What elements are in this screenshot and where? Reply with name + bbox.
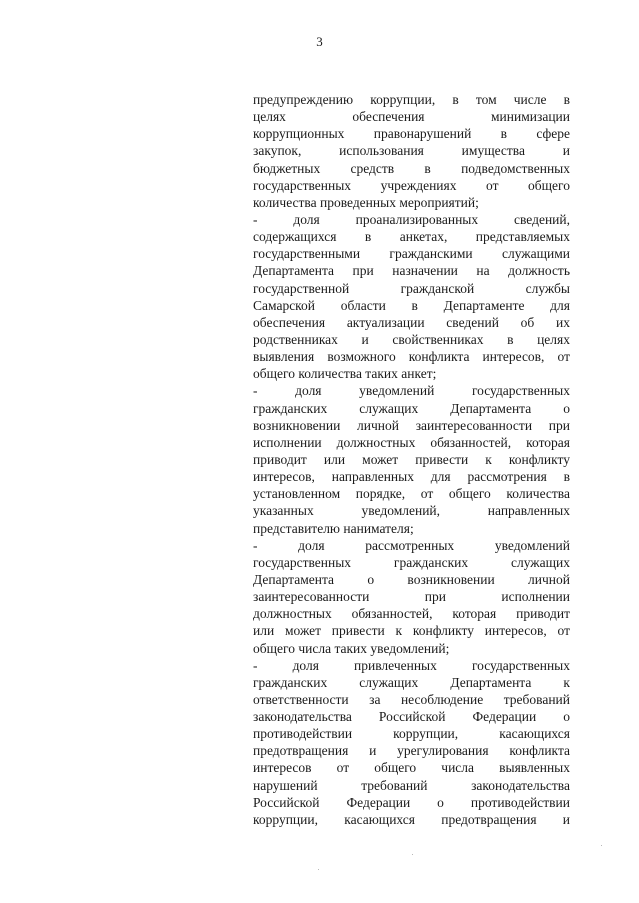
text-line: - доля проанализированных сведений, [253, 211, 570, 227]
text-line: общего количества таких анкет; [253, 366, 437, 382]
scan-speck [318, 869, 319, 870]
text-line: государственными гражданскими служащими [253, 246, 570, 262]
text-line: законодательства Российской Федерации о [253, 709, 570, 725]
text-line: обеспечения актуализации сведений об их [253, 314, 570, 330]
text-line: противодействии коррупции, касающихся [253, 726, 570, 742]
text-line: бюджетных средств в подведомственных [253, 160, 570, 176]
text-line: интересов, направленных для рассмотрения в [253, 469, 570, 485]
text-line: предотвращения и урегулирования конфликта [253, 743, 570, 759]
text-line: содержащихся в анкетах, представляемых [253, 229, 570, 245]
text-line: родственниках и свойственниках в целях [253, 331, 570, 347]
text-line: заинтересованности при исполнении [253, 589, 570, 605]
text-line: предупреждению коррупции, в том числе в [253, 92, 570, 107]
text-line: установленном порядке, от общего количества [253, 486, 570, 502]
text-line: ответственности за несоблюдение требований [253, 691, 570, 707]
text-line: целях обеспечения минимизации [253, 109, 570, 125]
text-line: или может привести к конфликту интересов, от [253, 623, 570, 639]
text-line: Российской Федерации о противодействии [253, 794, 570, 810]
text-line: закупок, использования имущества и [253, 143, 570, 159]
text-line: государственных гражданских служащих [253, 554, 570, 570]
text-line: указанных уведомлений, направленных [253, 503, 570, 519]
text-line: Самарской области в Департаменте для [253, 297, 570, 313]
text-line: - доля уведомлений государственных [253, 383, 570, 399]
text-line: интересов от общего числа выявленных [253, 760, 570, 776]
text-line: - доля рассмотренных уведомлений [253, 537, 570, 553]
text-line: Департамента о возникновении личной [253, 571, 570, 587]
text-line: количества проведенных мероприятий; [253, 194, 479, 210]
scan-speck [601, 845, 602, 846]
text-line: коррупции, касающихся предотвращения и [253, 811, 570, 827]
text-line: государственных учреждениях от общего [253, 177, 570, 193]
text-line: коррупционных правонарушений в сфере [253, 126, 570, 142]
text-line: исполнении должностных обязанностей, которая [253, 434, 570, 450]
page-number: 3 [316, 34, 323, 49]
text-line: представителю нанимателя; [253, 520, 414, 536]
text-line: Департамента при назначении на должность [253, 263, 570, 279]
text-line: возникновении личной заинтересованности при [253, 417, 570, 433]
text-line: - доля привлеченных государственных [253, 657, 570, 673]
text-line: должностных обязанностей, которая приводит [253, 606, 570, 622]
text-line: нарушений требований законодательства [253, 777, 570, 793]
text-line: гражданских служащих Департамента к [253, 674, 570, 690]
text-line: приводит или может привести к конфликту [253, 451, 570, 467]
text-line: гражданских служащих Департамента о [253, 400, 570, 416]
scan-speck [412, 854, 413, 855]
text-line: выявления возможного конфликта интересов, от [253, 349, 570, 365]
body-text [253, 91, 570, 828]
text-line: государственной гражданской службы [253, 280, 570, 296]
text-line: общего числа таких уведомлений; [253, 640, 450, 656]
